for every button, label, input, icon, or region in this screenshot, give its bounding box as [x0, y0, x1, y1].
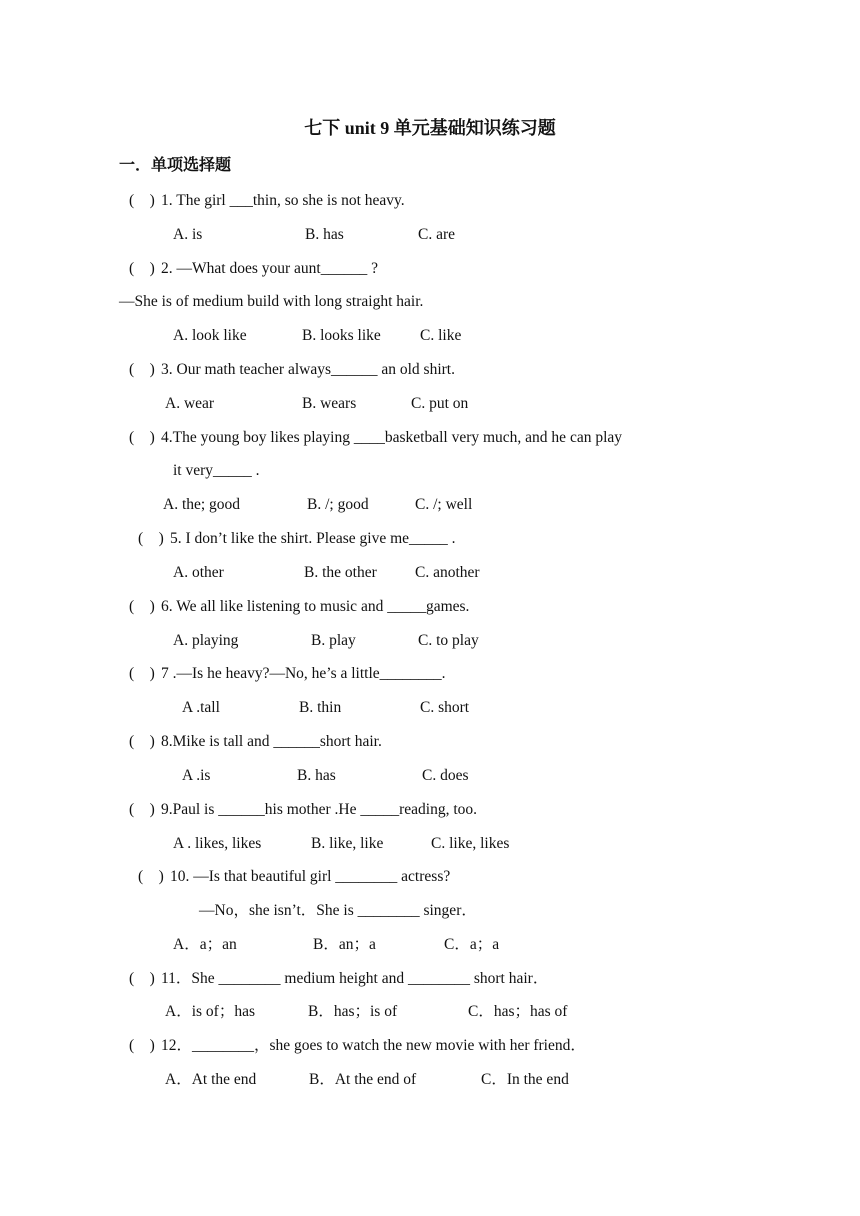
question-4 — [129, 428, 622, 448]
answer-blank[interactable]: ( ) — [129, 665, 155, 682]
option-a: A . likes, likes — [173, 835, 262, 852]
answer-blank[interactable]: ( ) — [129, 970, 155, 987]
option-c: C. /; well — [415, 496, 473, 513]
question-8 — [129, 732, 382, 752]
option-a: A. the; good — [163, 496, 241, 513]
answer-blank[interactable]: ( ) — [129, 192, 155, 209]
question-text: 9.Paul is ______his mother .He _____reading, too. — [161, 801, 477, 818]
option-b: B. play — [311, 632, 356, 649]
option-a: A .tall — [182, 699, 220, 716]
option-c: C．In the end — [481, 1071, 569, 1088]
option-c: C. another — [415, 564, 480, 581]
answer-blank[interactable]: ( ) — [129, 361, 155, 378]
answer-blank[interactable]: ( ) — [138, 868, 164, 885]
option-b: B. has — [305, 226, 344, 243]
question-7 — [129, 664, 446, 684]
answer-blank[interactable]: ( ) — [129, 801, 155, 818]
option-a: A．At the end — [165, 1071, 257, 1088]
question-text: 12．________，she goes to watch the new movie with her friend． — [161, 1037, 586, 1054]
question-2 — [129, 259, 378, 279]
option-c: C. put on — [411, 395, 469, 412]
option-a: A. look like — [173, 327, 247, 344]
option-a: A. is — [173, 226, 203, 243]
option-b: B. looks like — [302, 327, 381, 344]
question-extra-line: —No，she isn’t．She is ________ singer． — [199, 902, 477, 919]
question-text: 3. Our math teacher always______ an old shirt. — [161, 361, 455, 378]
option-a: A. wear — [165, 395, 215, 412]
option-a: A．is of；has — [165, 1003, 255, 1020]
option-a: A．a；an — [173, 936, 237, 953]
question-text: 10. —Is that beautiful girl ________ actress? — [170, 868, 451, 885]
question-12 — [129, 1036, 586, 1056]
option-c: C．has；has of — [468, 1003, 568, 1020]
answer-blank[interactable]: ( ) — [129, 1037, 155, 1054]
option-b: B. has — [297, 767, 336, 784]
option-b: B. wears — [302, 395, 357, 412]
page-title: 七下 unit 9 单元基础知识练习题 — [304, 118, 556, 138]
option-b: B. thin — [299, 699, 342, 716]
option-a: A .is — [182, 767, 211, 784]
question-text: 1. The girl ___thin, so she is not heavy. — [161, 192, 405, 209]
question-text: 8.Mike is tall and ______short hair. — [161, 733, 382, 750]
option-b: B. the other — [304, 564, 377, 581]
section-heading: 一．单项选择题 — [119, 157, 232, 174]
answer-blank[interactable]: ( ) — [129, 733, 155, 750]
option-b: B. like, like — [311, 835, 384, 852]
question-text: 5. I don’t like the shirt. Please give me_____ . — [170, 530, 456, 547]
answer-blank[interactable]: ( ) — [138, 530, 164, 547]
question-text: 6. We all like listening to music and _____games. — [161, 598, 470, 615]
question-9 — [129, 800, 477, 820]
question-5 — [138, 529, 456, 549]
option-c: C. are — [418, 226, 456, 243]
question-10 — [138, 867, 450, 887]
option-c: C．a；a — [444, 936, 500, 953]
option-c: C. like — [420, 327, 462, 344]
question-1 — [129, 191, 405, 211]
question-3 — [129, 360, 455, 380]
question-text: 11．She ________ medium height and ________ short hair． — [161, 970, 549, 987]
option-b: B．At the end of — [309, 1071, 417, 1088]
option-b: B．has；is of — [308, 1003, 398, 1020]
option-c: C. short — [420, 699, 470, 716]
question-extra-line: —She is of medium build with long straight hair. — [119, 293, 424, 310]
answer-blank[interactable]: ( ) — [129, 429, 155, 446]
question-11 — [129, 969, 548, 989]
option-b: B. /; good — [307, 496, 369, 513]
option-a: A. playing — [173, 632, 239, 649]
question-text: 4.The young boy likes playing ____basketball very much, and he can play — [161, 429, 623, 446]
question-text: 7 .—Is he heavy?—No, he’s a little________. — [161, 665, 446, 682]
answer-blank[interactable]: ( ) — [129, 260, 155, 277]
question-6 — [129, 597, 469, 617]
option-c: C. to play — [418, 632, 479, 649]
option-b: B．an；a — [313, 936, 376, 953]
option-c: C. like, likes — [431, 835, 510, 852]
question-continuation: it very_____ . — [173, 462, 260, 479]
question-text: 2. —What does your aunt______ ? — [161, 260, 378, 277]
answer-blank[interactable]: ( ) — [129, 598, 155, 615]
option-a: A. other — [173, 564, 224, 581]
option-c: C. does — [422, 767, 469, 784]
